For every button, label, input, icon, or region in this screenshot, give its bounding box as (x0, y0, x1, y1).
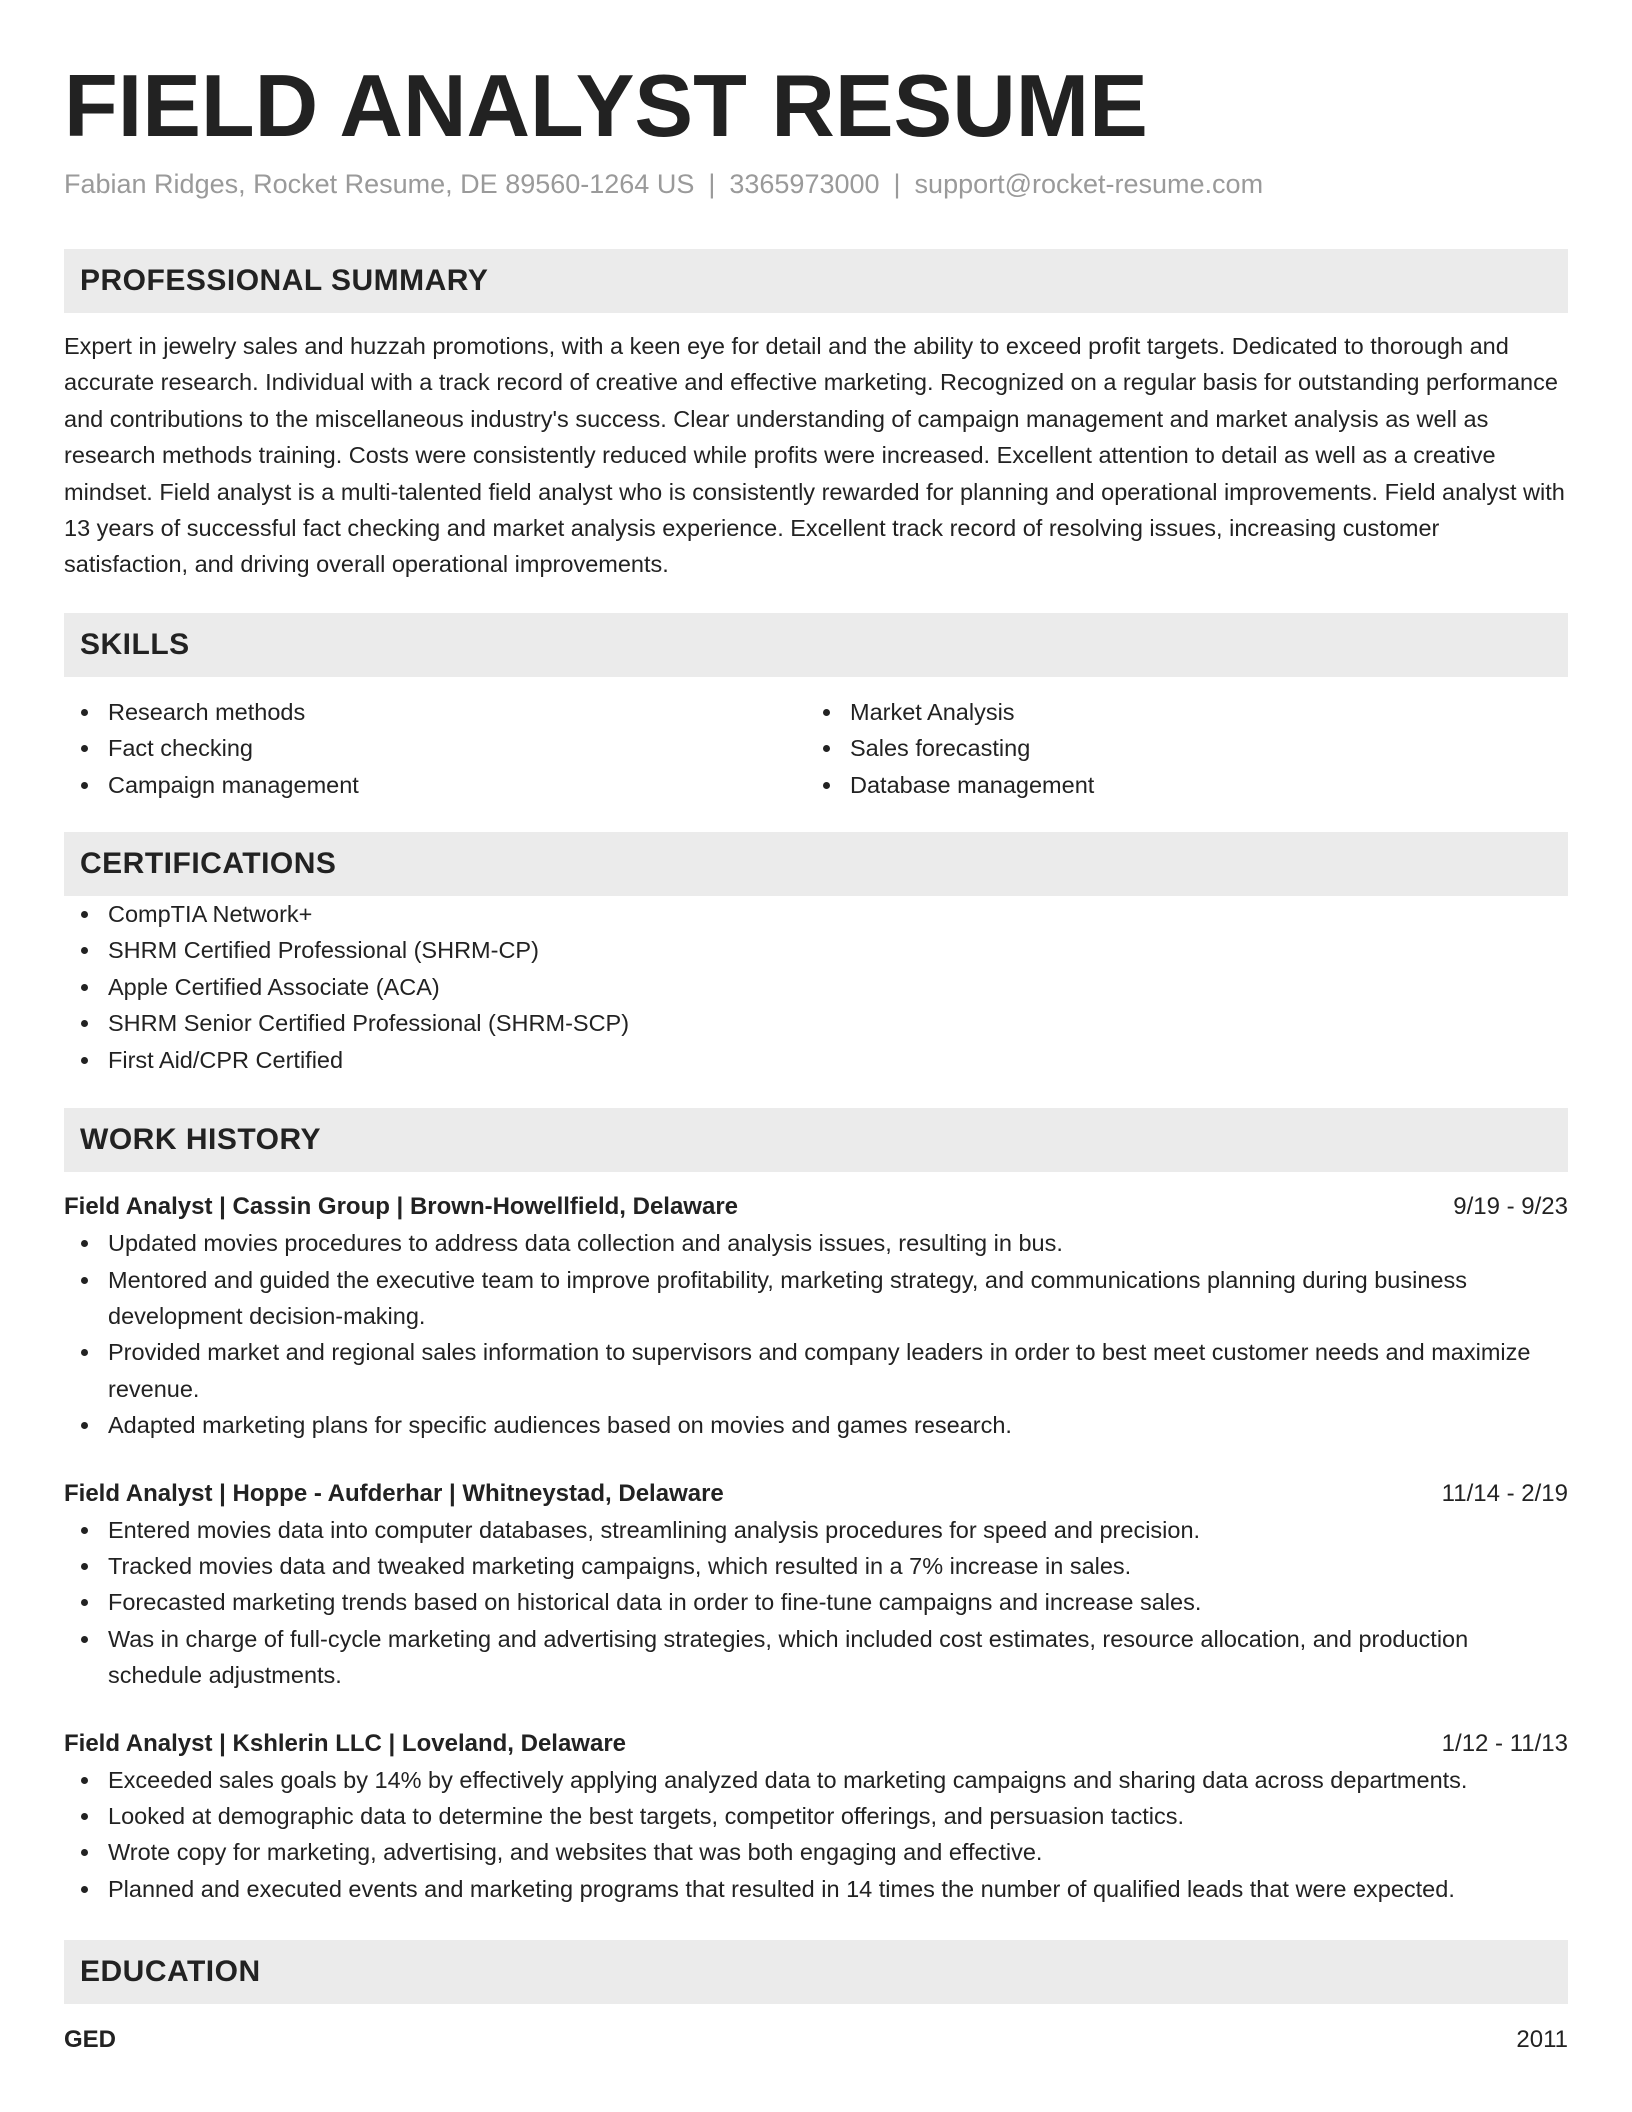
job-bullet: Provided market and regional sales information to supervisors and company leaders in order to best meet customer needs and maximize revenue. (64, 1334, 1568, 1407)
job-bullet: Adapted marketing plans for specific audiences based on movies and games research. (64, 1407, 1568, 1443)
job-bullet: Tracked movies data and tweaked marketing campaigns, which resulted in a 7% increase in sales. (64, 1548, 1568, 1584)
certification-item: CompTIA Network+ (64, 896, 1568, 932)
job-dates: 11/14 - 2/19 (1441, 1479, 1568, 1507)
job-bullet-list (64, 1225, 1568, 1443)
job-dates: 1/12 - 11/13 (1441, 1729, 1568, 1757)
job-header (64, 1726, 1568, 1762)
contact-separator: | (893, 169, 901, 199)
job-dates: 9/19 - 9/23 (1453, 1193, 1568, 1221)
certifications-list (64, 896, 1568, 1078)
certification-item: Apple Certified Associate (ACA) (64, 969, 1568, 1005)
job-title: Field Analyst | Hoppe - Aufderhar | Whitneystad, Delaware (64, 1479, 724, 1507)
certification-item: SHRM Senior Certified Professional (SHRM-SCP) (64, 1005, 1568, 1041)
contact-phone: 3365973000 (729, 169, 880, 199)
job-bullet: Exceeded sales goals by 14% by effectively applying analyzed data to marketing campaigns and sharing data across departments. (64, 1762, 1568, 1798)
section-heading-certifications: CERTIFICATIONS (64, 832, 1568, 896)
job-bullet: Mentored and guided the executive team to improve profitability, marketing strategy, and communications planning during business development decision-making. (64, 1262, 1568, 1335)
job-entry (64, 1726, 1568, 1908)
job-bullet: Entered movies data into computer databases, streamlining analysis procedures for speed and precision. (64, 1512, 1568, 1548)
job-entry (64, 1189, 1568, 1443)
job-bullet: Updated movies procedures to address data collection and analysis issues, resulting in bus. (64, 1225, 1568, 1261)
section-heading-education: EDUCATION (64, 1940, 1568, 2004)
resume-page (64, 56, 1568, 2058)
skills-column-right (806, 694, 1548, 803)
skill-item: Campaign management (64, 767, 806, 803)
job-bullet: Forecasted marketing trends based on historical data in order to fine-tune campaigns and increase sales. (64, 1584, 1568, 1620)
contact-separator: | (708, 169, 716, 199)
skill-item: Database management (806, 767, 1548, 803)
job-bullet: Wrote copy for marketing, advertising, and websites that was both engaging and effective. (64, 1834, 1568, 1870)
skills-list (64, 694, 1568, 803)
skill-item: Sales forecasting (806, 730, 1548, 766)
skill-item: Research methods (64, 694, 806, 730)
job-title: Field Analyst | Cassin Group | Brown-Howellfield, Delaware (64, 1193, 739, 1221)
section-heading-work-history: WORK HISTORY (64, 1108, 1568, 1172)
job-header (64, 1189, 1568, 1225)
skill-item: Fact checking (64, 730, 806, 766)
education-degree: GED (64, 2026, 117, 2054)
skill-item: Market Analysis (806, 694, 1548, 730)
contact-line (64, 166, 1568, 202)
education-year: 2011 (1516, 2026, 1568, 2054)
job-title: Field Analyst | Kshlerin LLC | Loveland, Delaware (64, 1729, 627, 1757)
job-bullet-list (64, 1762, 1568, 1908)
job-bullet: Planned and executed events and marketing programs that resulted in 14 times the number of qualified leads that were expected. (64, 1871, 1568, 1907)
section-heading-skills: SKILLS (64, 613, 1568, 677)
contact-address: Fabian Ridges, Rocket Resume, DE 89560-1264 US (64, 169, 695, 199)
job-bullet-list (64, 1512, 1568, 1694)
certification-item: SHRM Certified Professional (SHRM-CP) (64, 932, 1568, 968)
job-bullet: Was in charge of full-cycle marketing and advertising strategies, which included cost estimates, resource allocation, and production schedule adjustments. (64, 1621, 1568, 1694)
job-entry (64, 1476, 1568, 1694)
skills-column-left (64, 694, 806, 803)
education-entry (64, 2022, 1568, 2058)
summary-text: Expert in jewelry sales and huzzah promotions, with a keen eye for detail and the ability to exceed profit targets. Dedicated to thorough and accurate research. Individual with a track record of creative and effective marketing. Recognized on a regular basis for outstanding performance and contributions to the miscellaneous industry's success. Clear understanding of campaign management and market analysis as well as research methods training. Costs were consistently reduced while profits were increased. Excellent attention to detail as well as a creative mindset. Field analyst is a multi-talented field analyst who is consistently rewarded for planning and operational improvements. Field analyst with 13 years of successful fact checking and market analysis experience. Excellent track record of resolving issues, increasing customer satisfaction, and driving overall operational improvements. (64, 333, 1565, 578)
job-bullet: Looked at demographic data to determine the best targets, competitor offerings, and persuasion tactics. (64, 1798, 1568, 1834)
resume-title: FIELD ANALYST RESUME (64, 56, 1148, 155)
contact-email: support@rocket-resume.com (914, 169, 1264, 199)
section-heading-summary: PROFESSIONAL SUMMARY (64, 249, 1568, 313)
certification-item: First Aid/CPR Certified (64, 1042, 1568, 1078)
job-header (64, 1476, 1568, 1512)
